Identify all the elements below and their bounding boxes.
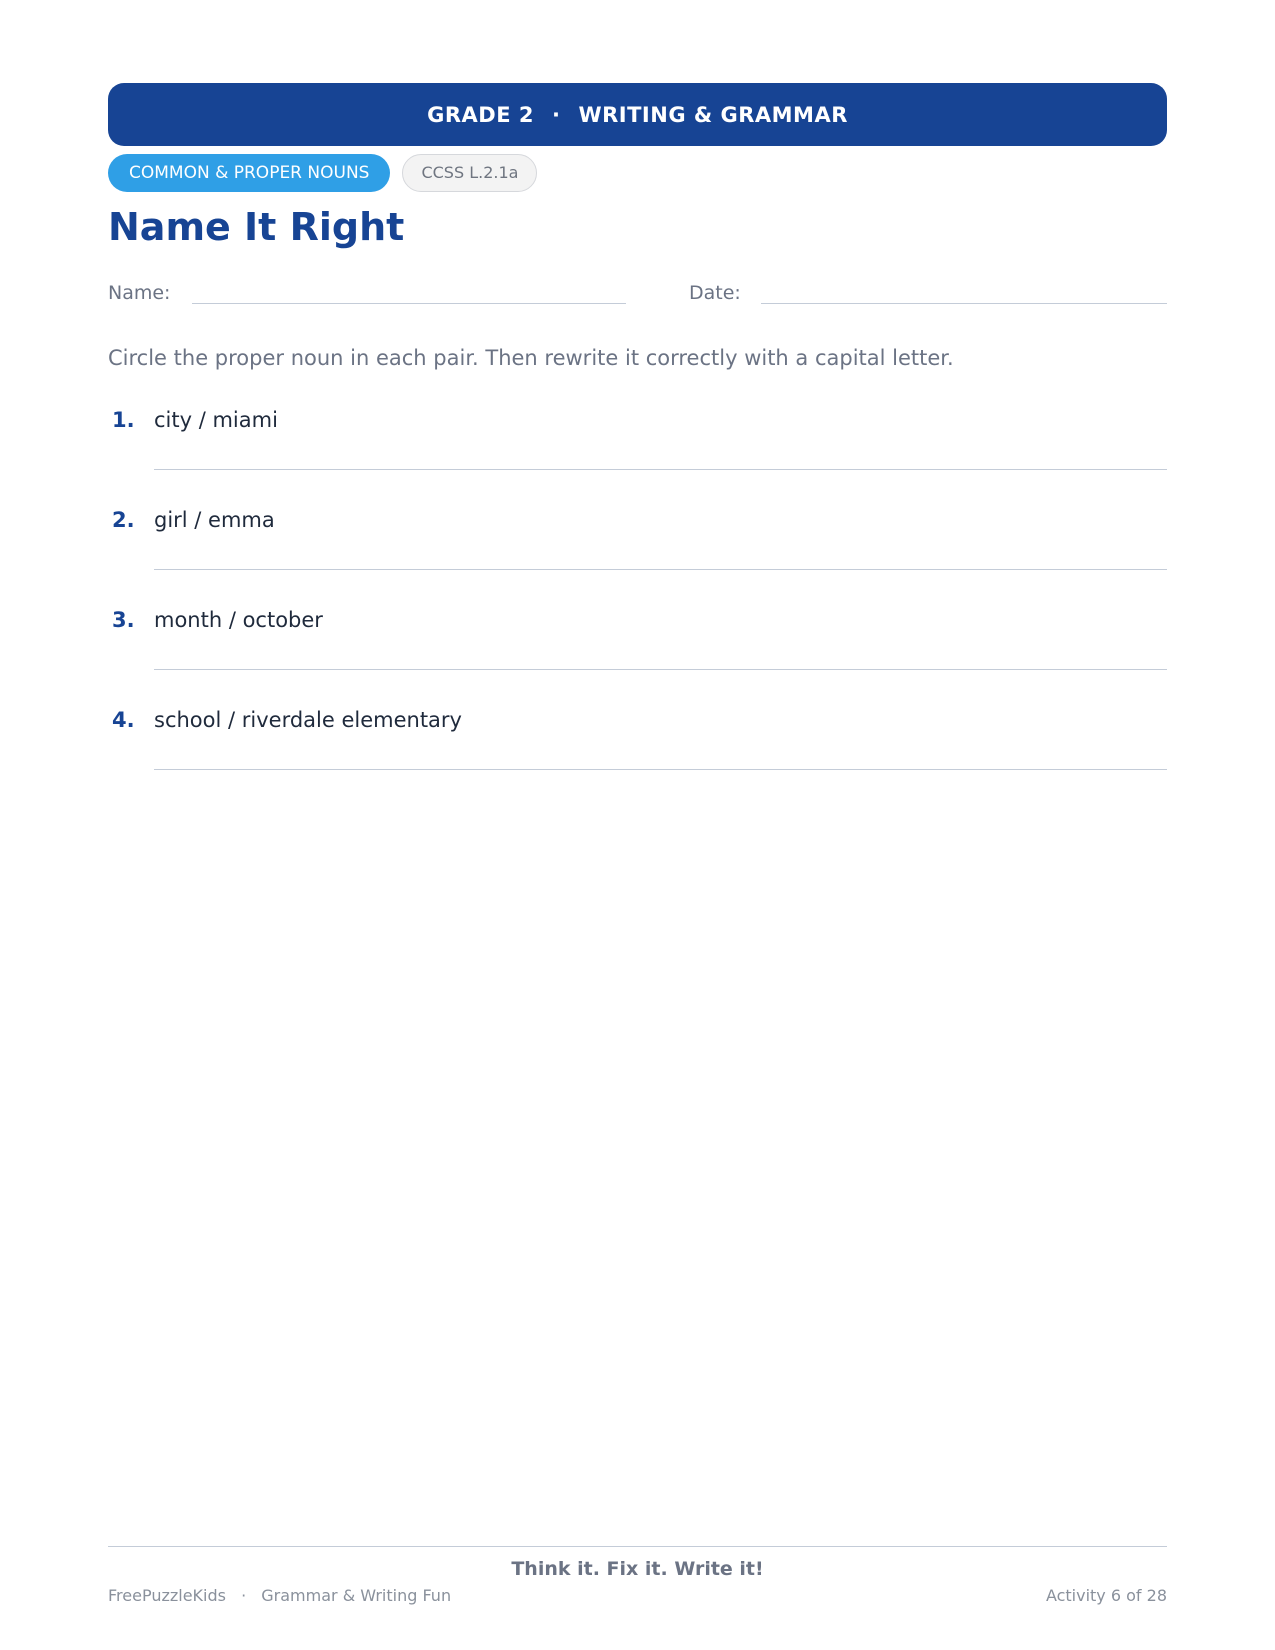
item-number: 4. <box>112 708 135 732</box>
topic-tag: COMMON & PROPER NOUNS <box>108 154 390 192</box>
grade-subject-banner <box>108 83 1167 146</box>
footer-tagline: Think it. Fix it. Write it! <box>511 1558 764 1580</box>
item-text: month / october <box>154 608 323 632</box>
grade-label: GRADE 2 <box>427 102 534 127</box>
name-label: Name: <box>108 282 171 304</box>
footer-divider <box>108 1546 1167 1547</box>
subject-label: WRITING & GRAMMAR <box>578 102 848 127</box>
activity-counter: Activity 6 of 28 <box>1045 1586 1167 1605</box>
item-number: 3. <box>112 608 135 632</box>
answer-line[interactable] <box>154 569 1167 570</box>
tag-row <box>108 154 537 192</box>
footer-series: Grammar & Writing Fun <box>261 1586 452 1605</box>
name-field[interactable] <box>192 303 626 304</box>
date-label: Date: <box>689 282 741 304</box>
date-field[interactable] <box>761 303 1167 304</box>
item-text: school / riverdale elementary <box>154 708 462 732</box>
item-text: girl / emma <box>154 508 275 532</box>
item-text: city / miami <box>154 408 278 432</box>
worksheet-title: Name It Right <box>108 205 405 249</box>
item-number: 2. <box>112 508 135 532</box>
instructions-text: Circle the proper noun in each pair. Then rewrite it correctly with a capital letter. <box>108 346 954 370</box>
answer-line[interactable] <box>154 469 1167 470</box>
footer-brand-line <box>108 1586 451 1605</box>
answer-line[interactable] <box>154 669 1167 670</box>
answer-line[interactable] <box>154 769 1167 770</box>
item-number: 1. <box>112 408 135 432</box>
footer-brand: FreePuzzleKids <box>108 1586 226 1605</box>
banner-separator: · <box>551 102 561 127</box>
standard-tag: CCSS L.2.1a <box>402 154 537 192</box>
footer-separator: · <box>241 1586 247 1605</box>
